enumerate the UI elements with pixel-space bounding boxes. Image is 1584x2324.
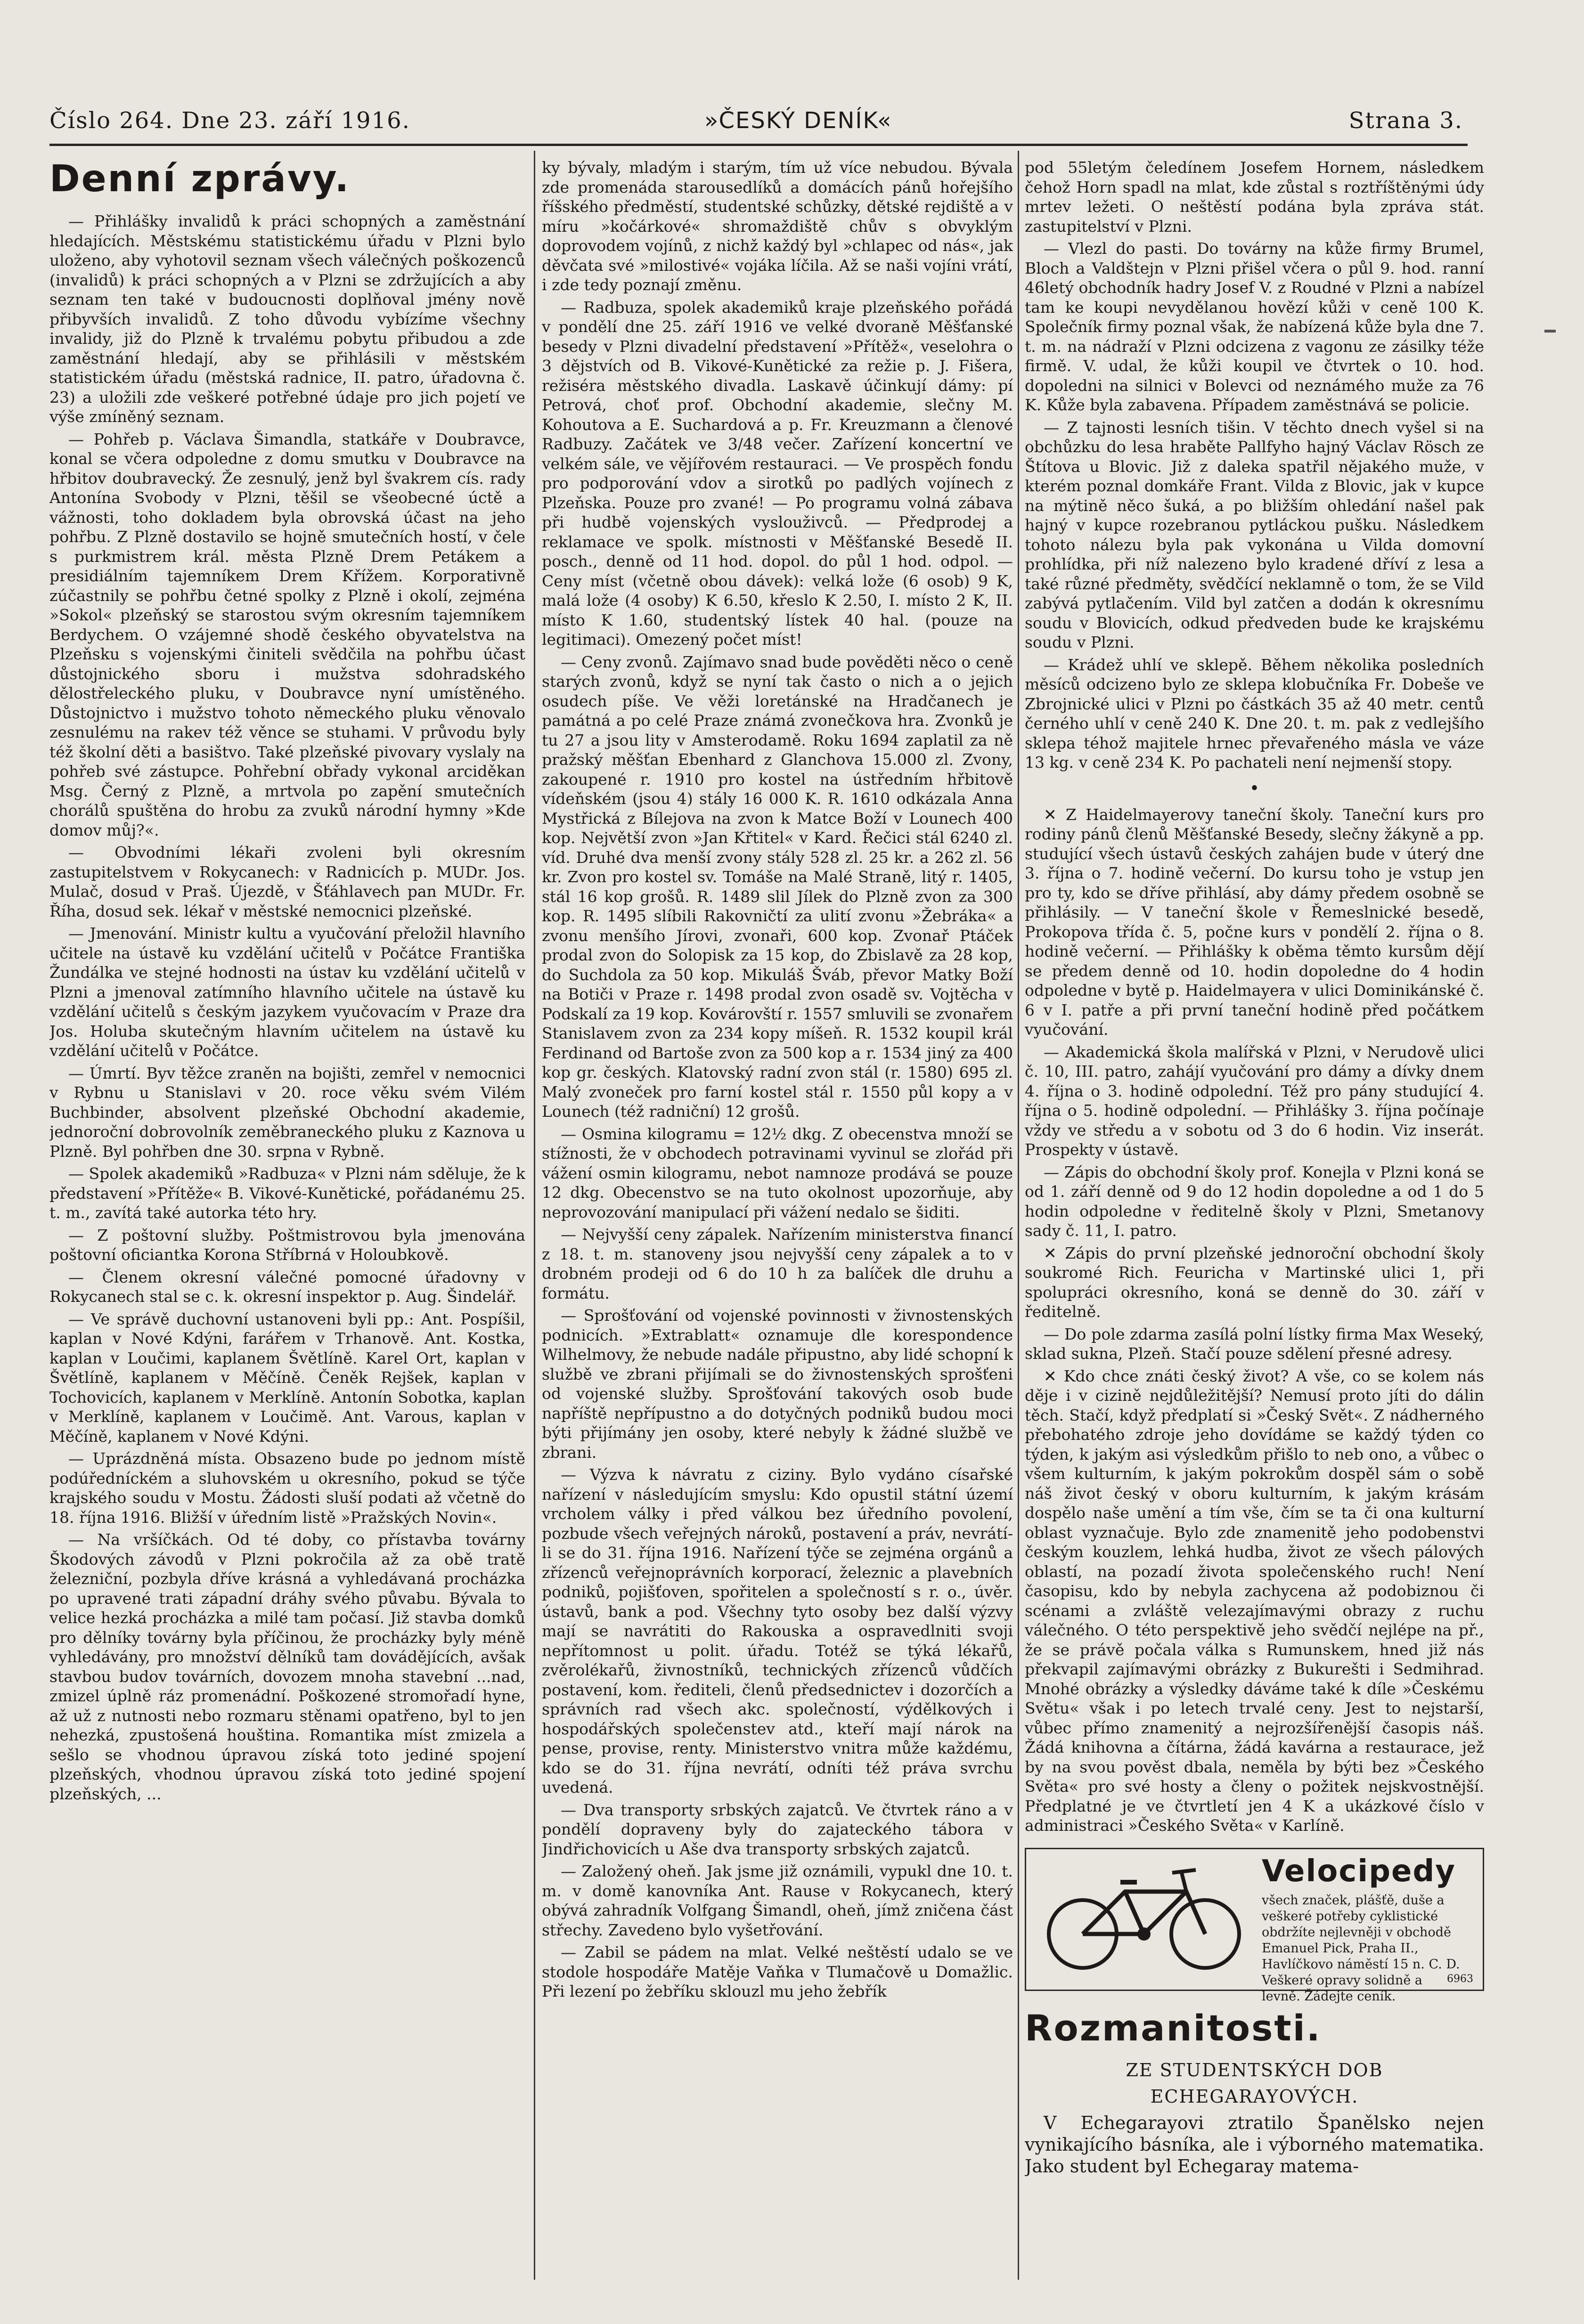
bicycle-icon [1036,1859,1252,1972]
article: — Ceny zvonů. Zajímavo snad bude pověděti něco o ceně starých zvonů, když se nyní tak často o nich a o jejich osudech píše. Ve věži loretánské na Hradčanech je památná a po celé Praze známá zvonečkova hra. Zvonků je tu 27 a jsou lity v Amsterodamě. Roku 1694 zaplatil za ně pražský měšťan Ebenhard z Glanchova 15.000 zl. Zvony, zakoupené r. 1910 pro kostel na ústředním hřbitově vídeňském (jsou 4) stály 16 000 K. R. 1610 odkázala Anna Mystřická z Bílejova na zvon k Matce Boží v Lounech 400 kop. Největší zvon »Jan Křtitel« v Kard. Řečici stál 6240 zl. víd. Druhé dva menší zvony stály 528 zl. 25 kr. a 262 zl. 56 kr. Zvon pro kostel sv. Tomáše na Malé Straně, litý r. 1405, stál 16 kop grošů. R. 1489 slil Jílek do Plzně zvon za 300 kop. R. 1495 slíbili Rakovničtí za ulití zvonu »Žebráka« a zvonu menšího Jírovi, zvonaři, 600 kop. Zvonař Ptáček prodal zvon do Solopisk za 15 kop, do Zbislavě za 28 kop, do Suchdola za 50 kop. Mikuláš Šváb, převor Matky Boží na Botiči v Praze r. 1498 prodal zvon osadě sv. Vojtěcha v Podskalí za 19 kop. Kovárovští r. 1557 smluvili se zvonařem Stanislavem zvon za 234 kopy míšeň. R. 1532 koupil král Ferdinand od Bartoše zvon za 500 kop a r. 1534 jiný za 400 kop gr. českých. Klatovský radní zvon stál (r. 1580) 695 zl. Malý zvoneček pro farní kostel stál r. 1550 půl kopy a v Lounech (též radniční) 12 grošů. [542,652,1013,1121]
article: — Nejvyšší ceny zápalek. Nařízením ministerstva financí z 18. t. m. stanoveny jsou nejvyšší ceny zápalek a to v drobném prodeji od 6 do 10 h za balíček dle druhu a formátu. [542,1225,1013,1302]
issue-date: Číslo 264. Dne 23. září 1916. [49,107,410,134]
article: — Ve správě duchovní ustanoveni byli pp.: Ant. Pospíšil, kaplan v Nové Kdýni, farářem v Trhanově. Ant. Kostka, kaplan v Loučimi, kaplanem Švětlíně. Karel Ort, kaplan v Švětlíně, kaplanem v Měčíně. Čeněk Rejšek, kaplan v Tochovicích, kaplanem v Merklíně. Antonín Sobotka, kaplan v Merklíně, kaplanem v Loučimě. Ant. Varous, kaplan v Měčíně, kaplanem v Nové Kdýni. [49,1309,525,1446]
page-number: Strana 3. [1348,107,1463,134]
article: — Osmina kilogramu = 12½ dkg. Z obecenstva množí se stížnosti, že v obchodech potravinami vyvinul se zlořád při vážení osmin kilogramu, nebot namnoze prodává se pouze 12 dkg. Obecenstvo se na tuto okolnost upozorňuje, aby neprovozování manipulací při vážení nedalo se šiditi. [542,1124,1013,1221]
article: — Jmenování. Ministr kultu a vyučování přeložil hlavního učitele na ústavě ku vzdělání učitelů v Počátce Františka Žundálka ve stejné hodnosti na ústav ku vzdělání učitelů v Plzni a jmenoval zatímního hlavního učitele na ústavě ku vzdělání učitelů s českým jazykem vyučovacím v Praze dra Jos. Holuba skutečným hlavním učitelem na ústavě ku vzdělání učitelů v Počátce. [49,924,525,1060]
article: — Zápis do obchodní školy prof. Konejla v Plzni koná se od 1. září denně od 9 do 12 hodin dopoledne a od 1 do 5 hodin odpoledne v ředitelně školy v Plzni, Smetanovy sady č. 11, I. patro. [1025,1162,1484,1240]
article: pod 55letým čeledínem Josefem Hornem, následkem čehož Horn spadl na mlat, kde zůstal s roztříštěnými údy mrtev ležeti. O neštěstí podána byla zpráva stát. zastupitelství v Plzni. [1025,158,1484,236]
article: — Z tajnosti lesních tišin. V těchto dnech vyšel si na obchůzku do lesa hraběte Pallfyho hajný Václav Rösch ze Štítova u Blovic. Již z daleka spatřil nějakého muže, v kterém poznal domkáře Frant. Vilda z Blovic, jak v kupce na mýtině něco šuká, a po bližším ohledání našel pak hajný v kupce rozebranou pytláckou pušku. Následkem tohoto nálezu byla pak vykonána u Vilda domovní prohlídka, při níž nalezeno bylo kradené dříví z lesa a také různé předměty, svědčící neklamně o tom, že se Vild zabývá pytlačením. Vild byl zatčen a dodán k okresnímu soudu v Blovicích, odkud předveden bude ke krajskému soudu v Plzni. [1025,418,1484,651]
article: — Uprázdněná místa. Obsazeno bude po jednom místě podúředníckém a sluhovském u okresního, pokud se týče krajského soudu v Mostu. Žádosti sluší podati až včetně do 18. října 1916. Bližší v úředním listě »Pražských Novin«. [49,1449,525,1527]
ad-number: 6963 [1447,1973,1473,1985]
article: ✕ Kdo chce znáti český život? A vše, co se kolem nás děje i v cizině nejdůležitější? Nemusí proto jíti do dálin těch. Stačí, když předplatí si »Český Svět«. Z nádherného přebohatého zdroje jeho dovídáme se každý týden co týden, k jakým asi výsledkům přišlo to neb ono, a vůbec o všem kulturním, k jakým pokrokům dospěl sám o sobě náš život český v oboru kulturním, k jakým krásám dospělo naše umění a tím vše, čím se ta či ona kulturní oblast vyznačuje. Bylo zde znamenitě jeho podobenstvi českým kouzlem, lehká hudba, život ze všech pálových oblastí, na pozadí života společenského ruch! Není časopisu, kdo by nebyla zachycena až podobiznou či scénami a zvláště velezajímavými obrazy z ruchu válečného. O této perspektivě jeho svědčí nejlépe na př., že se právě počala válka s Rumunskem, hned již nás překvapil zajímavými obrázky z Bukurešti i Sedmihrad. Mnohé obrázky a výsledky dáváme také k díle »Českému Světu« však i po letech trvalé ceny. Jest to nejstarší, vůbec přímo znamenitý a nejrozšířenější časopis náš. Žádá knihovna a čítárna, žádá kavárna a restaurace, jež by na svou pověst dbala, neměla by býti bez »Českého Světa« pro své hosty a členy o požitek nejskvostnější. Předplatné je ve čtvrtletí jen 4 K a ukázkové číslo v administraci »Českého Světa« v Karlíně. [1025,1366,1484,1835]
masthead-rule [49,144,1468,146]
article: — Z poštovní služby. Poštmistrovou byla jmenována poštovní oficiantka Korona Stříbrná v Holoubkově. [49,1226,525,1264]
article: — Členem okresní válečné pomocné úřadovny v Rokycanech stal se c. k. okresní inspektor p. Aug. Šindelář. [49,1268,525,1306]
article: — Spolek akademiků »Radbuza« v Plzni nám sděluje, že k představení »Přítěže« B. Vikové-Kunětické, pořádanému 25. t. m., zavítá také autorka této hry. [49,1164,525,1222]
article: — Do pole zdarma zasílá polní lístky firma Max Weseký, sklad sukna, Plzeň. Stačí pouze sdělení přesné adresy. [1025,1325,1484,1363]
ad-text: všech značek, plášťě, duše a veškeré potřeby cyklistické obdržíte nejlevněji v obchodě Emanuel Pick, Praha II., Havlíčkovo náměstí 15 n. C. D. Veškeré opravy solidně a levně. Žádejte ceník. [1262,1893,1460,2004]
article: — Vlezl do pasti. Do továrny na kůže firmy Brumel, Bloch a Valdštejn v Plzni přišel včera o půl 9. hod. ranní 46letý obchodník hadry Josef V. z Roudné v Plzni a nabízel tam ke koupi nevydělanou hovězí kůži v ceně 100 K. Společník firmy poznal však, že nabízená kůže byla dne 7. t. m. na nádraží v Plzni odcizena z vagonu ze zásilky téže firmě. V. udal, že kůži koupil ve čtvrtek o 10. hod. dopoledni na silnici v Bolevci od neznámého muže za 76 K. Kůže byla zabavena. Případem zaměstnává se policie. [1025,239,1484,414]
column-2 [542,158,1013,2263]
article: — Krádež uhlí ve sklepě. Během několika posledních měsíců odcizeno bylo ze sklepa klobučníka Fr. Dobeše ve Zbrojnické ulici v Plzni po částkách 35 až 40 metr. centů černého uhlí v ceně 240 K. Dne 20. t. m. pak z vedlejšího sklepa téhož majitele hrnec převařeného másla ve váze 13 kg. v ceně 234 K. Po pachateli není nejmenší stopy. [1025,655,1484,772]
newspaper-title: »ČESKÝ DENÍK« [704,107,892,134]
article: — Akademická škola malířská v Plzni, v Nerudově ulici č. 10, III. patro, zahájí vyučování pro dámy a dívky dnem 4. října o 3. hodině odpolední. Též pro pány studující 4. října o 5. hodině odpolední. — Přihlášky 3. října počínaje vždy ve středu a v sobotu od 3 do 6 hodin. Viz inserát. Prospekty v ústavě. [1025,1042,1484,1159]
column-divider [1018,151,1019,2280]
article: — Zabil se pádem na mlat. Velké neštěstí udalo se ve stodole hospodáře Matěje Vaňka v Tlumačově u Domažlic. Při lezení po žebříku sklouzl mu jeho žebřík [542,1943,1013,2000]
article: — Výzva k návratu z ciziny. Bylo vydáno císařské nařízení v následujícím smyslu: Kdo opustil státní území vrcholem války i před válkou bez úředního povolení, pozbude všech veřejných nároků, postavení a práv, nevrátí-li se do 31. října 1916. Nařízení týče se zejména orgánů a zřízenců veřejnoprávních korporací, železnic a plavebních podniků, pojišťoven, spořitelen a společností s r. o., úvěr. ústavů, bank a pod. Všechny tyto osoby bez další výzvy mají se navrátiti do Rakouska a ospravedlniti svoji nepřítomnost u polit. úřadu. Totéž se týká lékařů, zvěrolékařů, živnostníků, technických zřízenců vůdčích postavení, kom. řediteli, členů předsednictev i dozorčích a správních rad všech akc. společností, výdělkových i hospodářských společenstev atd., kteří mají nárok na pense, provise, renty. Ministerstvo vnitra může každému, kdo se do 31. října nevrátí, odníti též práva svrchu uvedená. [542,1465,1013,1796]
column-1 [49,158,525,2263]
article: ✕ Zápis do první plzeňské jednoroční obchodní školy soukromé Rich. Feuricha v Martinské ulici 1, při spolupráci okresního, koná se denně do 30. září v ředitelně. [1025,1243,1484,1321]
article: — Úmrtí. Byv těžce zraněn na bojišti, zemřel v nemocnici v Rybnu u Stanislavi v 20. roce věku svém Vilém Buchbinder, absolvent plzeňské Obchodní akademie, jednoroční dobrovolník zeměbraneckého pluku z Kaznova u Plzně. Byl pohřben dne 30. srpna v Rybně. [49,1064,525,1161]
column-divider [534,151,535,2280]
article: — Radbuza, spolek akademiků kraje plzeňského pořádá v pondělí dne 25. září 1916 ve velké dvoraně Měšťanské besedy v Plzni divadelní představení »Přítěž«, veselohra o 3 dějstvích od B. Vikové-Kunětické za režie p. J. Fišera, režiséra městského divadla. Laskavě účinkují dámy: pí Petrová, choť prof. Obchodní akademie, slečny M. Kohoutova a E. Suchardová a p. Fr. Kreuzmann a členové Radbuzy. Začátek ve 3/48 večer. Zařízení koncertní ve velkém sále, ve vějířovém restauraci. — Ve prospěch fondu pro podporování vdov a sirotků po padlých vojínech z Plzeňska. Pouze pro zvané! — Po programu volná zábava při hudbě vojenských vyslouživců. — Předprodej a reklamace ve spolk. místnosti v Měšťanské Besedě II. posch., denně od 11 hod. dopol. do půl 1 hod. odpol. — Ceny míst (včetně obou dávek): velká lože (6 osob) 9 K, malá lože (4 osoby) K 6.50, křeslo K 2.50, I. místo 2 K, II. místo K 1.60, studentský lístek 40 hal. (pouze na legitimaci). Omezený počet míst! [542,298,1013,649]
fold-mark [1544,330,1556,333]
article: — Sprošťování od vojenské povinnosti v živnostenských podnicích. »Extrablatt« oznamuje dle korespondence Wilhelmovy, že nebude nadále připustno, aby lidé schopní k službě ve zbrani přijímali se do živnostenských sprošťeni od vojenské služby. Sprošťování takových osob bude napříště nepřípustno a do dotyčných podniků budou moci býti přijímány jen osoby, které nebyly k žádné službě ve zbrani. [542,1306,1013,1462]
ad-title: Velocipedy [1262,1853,1456,1889]
article: — Na vršíčkách. Od té doby, co přístavba továrny Škodových závodů v Plzni pokročila až za obě tratě železniční, pozbyla dříve krásná a vyhledávaná procházka po upravené trati západní dráhy svého půvabu. Bývala to velice hezká procházka a milé tam počasí. Již stavba domků pro dělníky továrny byla příčinou, že procházky byly méně vyhledávány, pro množství dělníků tam dovádějících, avšak stavbou budov továrních, dovozem mnoha stavební ...nad, zmizel úplně ráz promenádní. Poškozené stromořadí hyne, až už z nutnosti nebo rozmaru stěnami opatřeno, byl to jen nehezká, zpustošená houština. Romantika míst zmizela a sešlo se vhodnou úpravou získá toto jediné spojení plzeňských, vhodnou úpravou získá toto jediné spojení plzeňských, ... [49,1530,525,1803]
article: — Založený oheň. Jak jsme již oznámili, vypukl dne 10. t. m. v domě kanovníka Ant. Rause v Rokycanech, který obývá zahradník Volfgang Šimandl, oheň, jímž zničena část střechy. Zavedeno bylo vyšetřování. [542,1862,1013,1939]
masthead [49,107,1463,140]
article: — Dva transporty srbských zajatců. Ve čtvrtek ráno a v pondělí dopraveny byly do zajateckého tábora v Jindřichovicích u Aše dva transporty srbských zajatců. [542,1800,1013,1858]
article: ky bývaly, mladým i starým, tím už více nebudou. Bývala zde promenáda starousedlíků a domácích pánů hořejšího říšského předměstí, studentské schůzky, dětské rejdiště a v míru »kočárkové« shromaždiště chův s obvyklým doprovodem vojínů, z nichž každý byl »chlapec od nás«, jak děvčata své »milostivé« vojáka líčila. Až se naši vojíni vrátí, i zde tedy poznají změnu. [542,158,1013,294]
story-headline: ECHEGARAYOVÝCH. [1150,2086,1359,2107]
article: ✕ Z Haidelmayerovy taneční školy. Taneční kurs pro rodiny pánů členů Měšťanské Besedy, slečny žákyně a pp. studující všech ústavů českých zahájen bude v úterý dne 3. října o 7. hodině večerní. Do kursu toho je vstup jen pro ty, kdo se dříve přihlásí, aby dámy předem osobně se přihlásily. — V taneční škole v Řemeslnické besedě, Prokopova třída č. 5, počne kurs v pondělí 2. října o 8. hodině večerní. — Přihlášky k oběma těmto kursům dějí se předem denně od 10. hodin dopoledne do 4 hodin odpoledne v bytě p. Haidelmayera v ulici Dominikánské č. 6 v I. patře a při první taneční hodině před počátkem vyučování. [1025,805,1484,1039]
separator-dot: • [1249,779,1260,798]
column-3 [1025,158,1484,2263]
section-title-daily-news: Denní zprávy. [49,158,351,200]
article: — Obvodními lékaři zvoleni byli okresním zastupitelstvem v Rokycanech: v Radnicích p. MUDr. Jos. Mulač, dosud v Praš. Újezdě, v Šťáhlavech pan MUDr. Fr. Říha, dosud sek. lékař v městské nemocnici plzeňské. [49,843,525,920]
article: — Přihlášky invalidů k práci schopných a zaměstnání hledajících. Městskému statistickému úřadu v Plzni bylo uloženo, aby vyhotovil seznam všech válečných poškozenců (invalidů) k práci schopných a v Plzni se zdržujících a aby seznam ten také v budoucnosti doplňoval jmény nově přibyvších invalidů. Z toho důvodu vybízíme všechny invalidy, již do Plzně k trvalému pobytu přibudou a zde zaměstnání hledají, aby se přihlásili v městském statistickém úřadu (městská radnice, II. patro, úřadovna č. 23) a uložili zde veškeré potřebné údaje pro jich pojetí ve výše zmíněný seznam. [49,212,525,426]
story-headline: ZE STUDENTSKÝCH DOB [1126,2059,1383,2080]
story-text: V Echegarayovi ztratilo Španělsko nejen vynikajícího básníka, ale i výborného matematika. Jako student byl Echegaray matema- [1025,2112,1484,2177]
bicycle-advertisement [1025,1848,1484,2004]
section-title-miscellany: Rozmanitosti. [1025,2007,1322,2049]
article: — Pohřeb p. Václava Šimandla, statkáře v Doubravce, konal se včera odpoledne z domu smutku v Doubravce na hřbitov doubravecký. Že zesnulý, jenž byl švakrem cís. rady Antonína Svobody v Plzni, těšil se všeobecné úctě a vážnosti, toho dokladem byla obrovská účast na jeho pohřbu. Z Plzně dostavilo se hojně smutečních hostí, v čele s purkmistrem král. města Plzně Drem Petákem a presidiálním tajemníkem Drem Křížem. Korporativně zúčastnily se pohřbu četné spolky z Plzně i okolí, zejména »Sokol« plzeňský se starostou svým okresním tajemníkem Berdychem. O vzájemné shodě českého obyvatelstva na Plzeňsku s vojenskými činiteli svědčila na pohřbu účast důstojnického sboru i mužstva sdohradského dělostřeleckého pluku, v Doubravce nyní umístěného. Důstojnictvo i mužstvo tohoto německého pluku věnovalo zesnulému na rakev též věnce se stuhami. V průvodu byly též školní děti a basištvo. Také plzeňské pivovary vyslaly na pohřeb své zástupce. Pohřební obřady vykonal arciděkan Msg. Černý z Plzně, a mrtvola po zapění smutečních chorálů spuštěna do hrobu za zvuků národní hymny »Kde domov můj?«. [49,430,525,839]
